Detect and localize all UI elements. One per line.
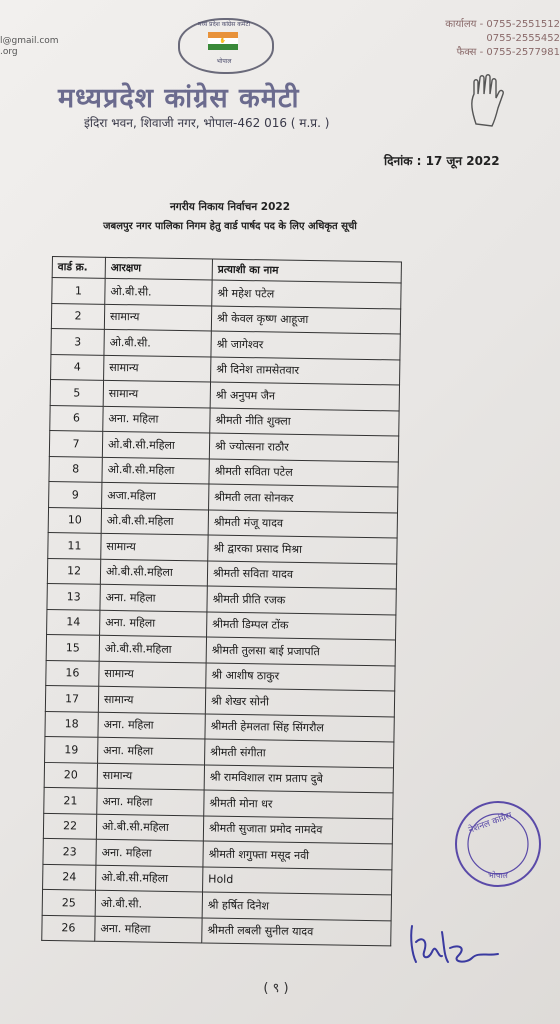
ward-number-cell: 15 (46, 634, 99, 660)
reservation-cell: ओ.बी.सी. (104, 329, 211, 356)
ward-number-cell: 12 (47, 558, 100, 584)
ward-number-cell: 24 (43, 864, 96, 890)
candidate-name-cell: श्रीमती तुलसा बाई प्रजापति (206, 637, 395, 665)
reservation-cell: सामान्य (104, 355, 211, 382)
office-phone-2: 0755-2555452 (486, 33, 560, 44)
ward-number-cell: 19 (45, 736, 98, 762)
candidate-name-cell: श्री द्वारका प्रसाद मिश्रा (208, 535, 397, 563)
email-line-1: l@gmail.com (0, 36, 59, 46)
candidate-name-cell: श्रीमती हेमलता सिंह सिंगरौल (205, 713, 394, 741)
candidate-name-cell: श्रीमती शगुफ्ता मसूद नवी (203, 841, 392, 869)
ward-number-cell: 14 (47, 609, 100, 635)
candidate-name-cell: श्री शेखर सोनी (205, 688, 394, 716)
reservation-cell: सामान्य (99, 661, 206, 688)
candidate-name-cell: श्री जागेश्वर (211, 331, 400, 359)
candidate-name-cell: श्री रामविशाल राम प्रताप दुबे (204, 764, 393, 792)
candidate-name-cell: श्रीमती प्रीति रजक (207, 586, 396, 614)
seal-bottom-text: भोपाल (216, 58, 232, 65)
ward-number-cell: 26 (42, 915, 95, 941)
reservation-cell: ओ.बी.सी. (105, 278, 212, 305)
reservation-cell: अना. महिला (103, 406, 210, 433)
ward-number-cell: 16 (46, 660, 99, 686)
candidate-name-cell: Hold (203, 866, 392, 894)
svg-text:नेशनल कांग्रेस: नेशनल कांग्रेस (467, 810, 514, 836)
phone-numbers (410, 18, 560, 60)
document-subheading: जबलपुर नगर पालिका निगम हेतु वार्ड पार्षद पद के लिए अधिकृत सूची (103, 221, 357, 232)
ward-number-header: वार्ड क्र. (52, 257, 105, 279)
ward-number-cell: 11 (48, 532, 101, 558)
ward-number-cell: 8 (49, 456, 102, 482)
candidate-name-header: प्रत्याशी का नाम (212, 259, 401, 283)
seal-top-text: मध्य प्रदेश कांग्रेस कमेटी (197, 21, 251, 28)
candidate-name-cell: श्री हर्षित दिनेश (202, 892, 391, 920)
ward-number-cell: 7 (49, 430, 102, 456)
reservation-cell: अना. महिला (100, 584, 207, 611)
candidate-name-cell: श्रीमती संगीता (205, 739, 394, 767)
ward-number-cell: 9 (49, 481, 102, 507)
candidate-name-cell: श्रीमती लता सोनकर (209, 484, 398, 512)
reservation-cell: सामान्य (103, 380, 210, 407)
candidate-name-cell: श्रीमती मंजू यादव (208, 509, 397, 537)
reservation-cell: अना. महिला (100, 610, 207, 637)
reservation-header: आरक्षण (105, 257, 212, 280)
candidate-name-cell: श्री महेश पटेल (212, 280, 401, 308)
reservation-cell: ओ.बी.सी.महिला (96, 865, 203, 892)
ward-number-cell: 25 (42, 889, 95, 915)
candidate-name-cell: श्री केवल कृष्ण आहूजा (211, 306, 400, 334)
reservation-cell: सामान्य (97, 763, 204, 790)
candidate-name-cell: श्रीमती डिम्पल टोंक (207, 611, 396, 639)
ward-number-cell: 5 (50, 379, 103, 405)
reservation-cell: सामान्य (98, 686, 205, 713)
ward-number-cell: 6 (50, 405, 103, 431)
flag-icon: ✋ (208, 32, 238, 50)
party-stamp (452, 798, 544, 890)
reservation-cell: अना. महिला (98, 737, 205, 764)
ward-number-cell: 4 (51, 354, 104, 380)
reservation-cell: ओ.बी.सी.महिला (101, 508, 208, 535)
reservation-cell: अना. महिला (97, 788, 204, 815)
reservation-cell: ओ.बी.सी.महिला (102, 457, 209, 484)
ward-number-cell: 20 (44, 762, 97, 788)
ward-number-cell: 10 (48, 507, 101, 533)
reservation-cell: ओ.बी.सी. (95, 890, 202, 917)
email-line-2: .org (0, 47, 18, 57)
ward-number-cell: 23 (43, 838, 96, 864)
ward-number-cell: 21 (44, 787, 97, 813)
reservation-cell: ओ.बी.सी.महिला (99, 635, 206, 662)
table-row (42, 915, 391, 946)
ward-number-cell: 17 (45, 685, 98, 711)
ward-number-cell: 3 (51, 328, 104, 354)
reservation-cell: ओ.बी.सी.महिला (96, 814, 203, 841)
document-date: दिनांक : 17 जून 2022 (384, 154, 500, 168)
candidate-name-cell: श्रीमती सविता पटेल (209, 458, 398, 486)
candidate-list-table (41, 256, 402, 946)
reservation-cell: सामान्य (104, 304, 211, 331)
candidate-name-cell: श्रीमती नीति शुक्ला (210, 408, 399, 436)
ward-number-cell: 1 (52, 278, 105, 304)
signature (406, 918, 506, 978)
reservation-cell: ओ.बी.सी.महिला (100, 559, 207, 586)
ward-number-cell: 22 (43, 813, 96, 839)
letterhead-address: इंदिरा भवन, शिवाजी नगर, भोपाल-462 016 ( म.प्र. ) (84, 116, 330, 130)
office-phone-1: कार्यालय - 0755-2551512 (445, 19, 560, 30)
reservation-cell: अना. महिला (98, 712, 205, 739)
ward-number-cell: 18 (45, 711, 98, 737)
candidate-name-cell: श्री ज्योत्सना राठौर (209, 433, 398, 461)
ward-number-cell: 13 (47, 583, 100, 609)
hand-symbol-icon (466, 72, 506, 128)
candidate-name-cell: श्री आशीष ठाकुर (206, 662, 395, 690)
reservation-cell: ओ.बी.सी.महिला (102, 431, 209, 458)
candidate-name-cell: श्री अनुपम जैन (210, 382, 399, 410)
letterhead-title: मध्यप्रदेश कांग्रेस कमेटी (58, 83, 300, 114)
email-fragment (0, 36, 59, 58)
candidate-name-cell: श्री दिनेश तामसेतवार (211, 357, 400, 385)
document-heading: नगरीय निकाय निर्वाचन 2022 (169, 201, 291, 213)
svg-text:भोपाल: भोपाल (488, 871, 508, 880)
reservation-cell: अजा.महिला (102, 482, 209, 509)
reservation-cell: अना. महिला (96, 839, 203, 866)
table-body (42, 278, 401, 946)
ward-number-cell: 2 (51, 303, 104, 329)
candidate-name-cell: श्रीमती मोना धर (204, 790, 393, 818)
fax-number: फैक्स - 0755-2577981 (456, 47, 560, 58)
reservation-cell: सामान्य (101, 533, 208, 560)
reservation-cell: अना. महिला (95, 916, 202, 943)
candidate-name-cell: श्रीमती सविता यादव (207, 560, 396, 588)
candidate-name-cell: श्रीमती सुजाता प्रमोद नामदेव (203, 815, 392, 843)
candidate-name-cell: श्रीमती लबली सुनील यादव (202, 917, 391, 945)
page-number: ( ९ ) (263, 981, 289, 996)
